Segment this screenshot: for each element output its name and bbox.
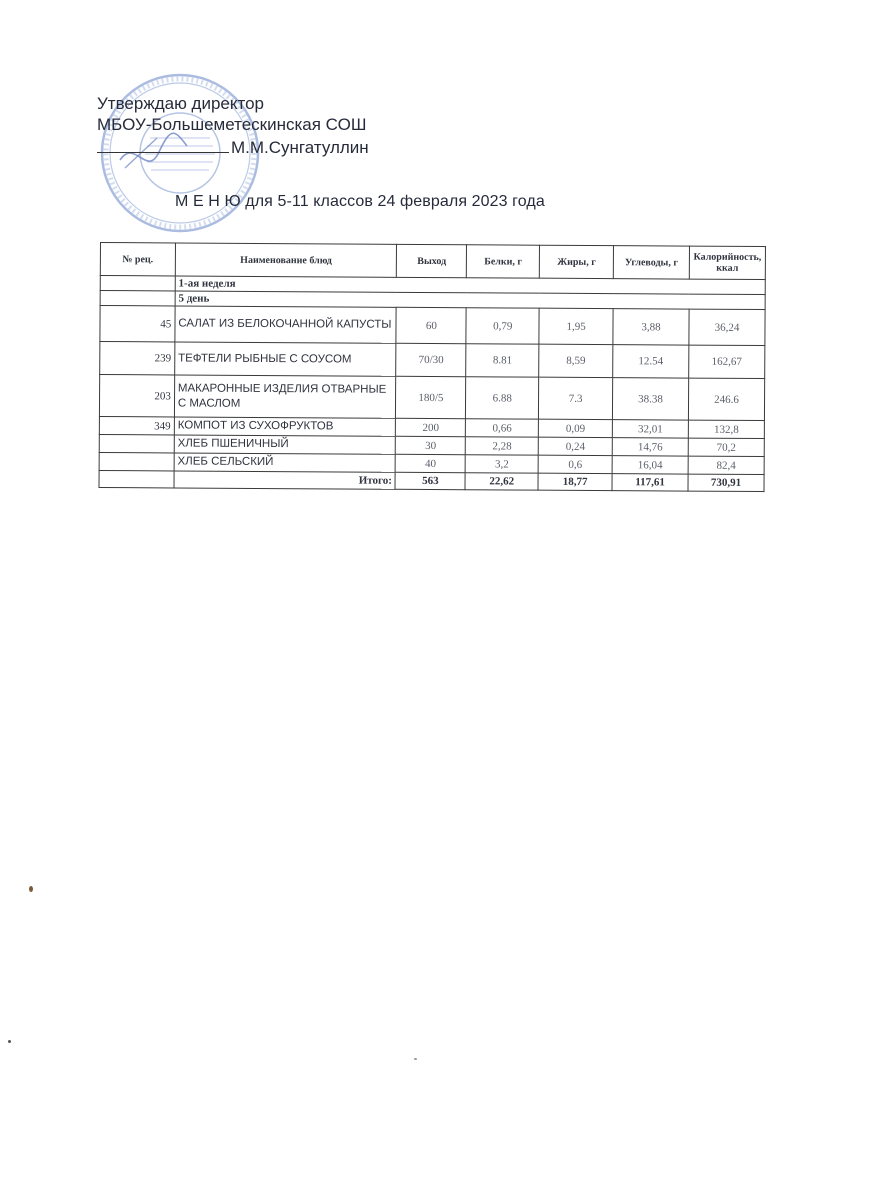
- protein-value: 8.81: [466, 344, 539, 377]
- output-value: 60: [396, 307, 466, 343]
- total-carbs: 117,61: [612, 474, 688, 491]
- table-header-row: [100, 243, 765, 280]
- protein-value: 6.88: [466, 377, 539, 419]
- rec-number: 203: [99, 375, 174, 417]
- protein-value: 0,66: [466, 419, 539, 437]
- total-row: [99, 470, 764, 491]
- dish-name: ХЛЕБ ПШЕНИЧНЫЙ: [174, 435, 396, 454]
- rec-number: [99, 434, 174, 452]
- total-protein: 22,62: [465, 473, 538, 490]
- fat-value: 1,95: [539, 308, 613, 344]
- total-fat: 18,77: [538, 473, 612, 490]
- scan-speck: [414, 1058, 417, 1060]
- rec-number: 239: [100, 342, 175, 375]
- kcal-value: 70,2: [688, 438, 764, 456]
- col-header-rec: № рец.: [100, 243, 175, 276]
- scan-speck: [8, 1040, 11, 1043]
- fat-value: 0,09: [538, 419, 612, 437]
- total-label: Итого:: [174, 471, 396, 489]
- col-header-kcal: Калорийность, ккал: [689, 246, 765, 279]
- director-signature-line: [97, 138, 367, 157]
- carbs-value: 16,04: [612, 456, 688, 474]
- table-row: [99, 375, 764, 421]
- dish-name: КОМПОТ ИЗ СУХОФРУКТОВ: [174, 417, 396, 436]
- carbs-value: 32,01: [612, 420, 688, 438]
- col-header-fat: Жиры, г: [539, 245, 613, 278]
- output-value: 200: [396, 418, 466, 436]
- kcal-value: 36,24: [689, 309, 765, 345]
- menu-table: [98, 242, 765, 492]
- rec-number: 349: [99, 416, 174, 434]
- day-label: 5 день: [175, 291, 765, 310]
- output-value: 40: [396, 454, 466, 472]
- protein-value: 2,28: [466, 437, 539, 455]
- director-name: М.М.Сунгатуллин: [231, 138, 369, 157]
- dish-name: ТЕФТЕЛИ РЫБНЫЕ С СОУСОМ: [175, 342, 397, 376]
- carbs-value: 12.54: [613, 345, 689, 378]
- table-row: [100, 342, 765, 379]
- rec-number: 45: [100, 306, 175, 342]
- rec-number: [99, 452, 174, 470]
- output-value: 180/5: [396, 376, 466, 418]
- fat-value: 0,6: [538, 455, 612, 473]
- week-label: 1-ая неделя: [175, 276, 765, 295]
- dish-name: САЛАТ ИЗ БЕЛОКОЧАННОЙ КАПУСТЫ: [175, 306, 397, 343]
- total-kcal: 730,91: [688, 474, 764, 491]
- carbs-value: 38.38: [612, 378, 688, 420]
- dish-name: ХЛЕБ СЕЛЬСКИЙ: [174, 453, 396, 472]
- col-header-protein: Белки, г: [467, 245, 540, 278]
- fat-value: 8,59: [539, 344, 613, 377]
- kcal-value: 82,4: [688, 456, 764, 474]
- output-value: 30: [396, 436, 466, 454]
- fat-value: 7.3: [539, 377, 613, 419]
- kcal-value: 132,8: [688, 420, 764, 438]
- school-name: МБОУ-Большеметескинская СОШ: [97, 115, 367, 134]
- kcal-value: 246.6: [688, 378, 764, 420]
- total-output: 563: [395, 472, 465, 489]
- carbs-value: 14,76: [612, 438, 688, 456]
- scan-speck: [29, 886, 33, 892]
- col-header-output: Выход: [397, 244, 467, 277]
- fat-value: 0,24: [538, 437, 612, 455]
- dish-name: МАКАРОННЫЕ ИЗДЕЛИЯ ОТВАРНЫЕ С МАСЛОМ: [174, 375, 396, 418]
- col-header-carbs: Углеводы, г: [613, 246, 689, 279]
- carbs-value: 3,88: [613, 309, 689, 345]
- kcal-value: 162,67: [689, 345, 765, 378]
- table-row: [100, 306, 765, 346]
- output-value: 70/30: [396, 343, 466, 376]
- protein-value: 3,2: [465, 455, 538, 473]
- approval-title: Утверждаю директор: [97, 94, 265, 113]
- protein-value: 0,79: [466, 308, 539, 344]
- menu-title: М Е Н Ю для 5-11 классов 24 февраля 2023 года: [175, 193, 545, 210]
- col-header-name: Наименование блюд: [175, 243, 397, 277]
- signature-underline: [97, 138, 229, 153]
